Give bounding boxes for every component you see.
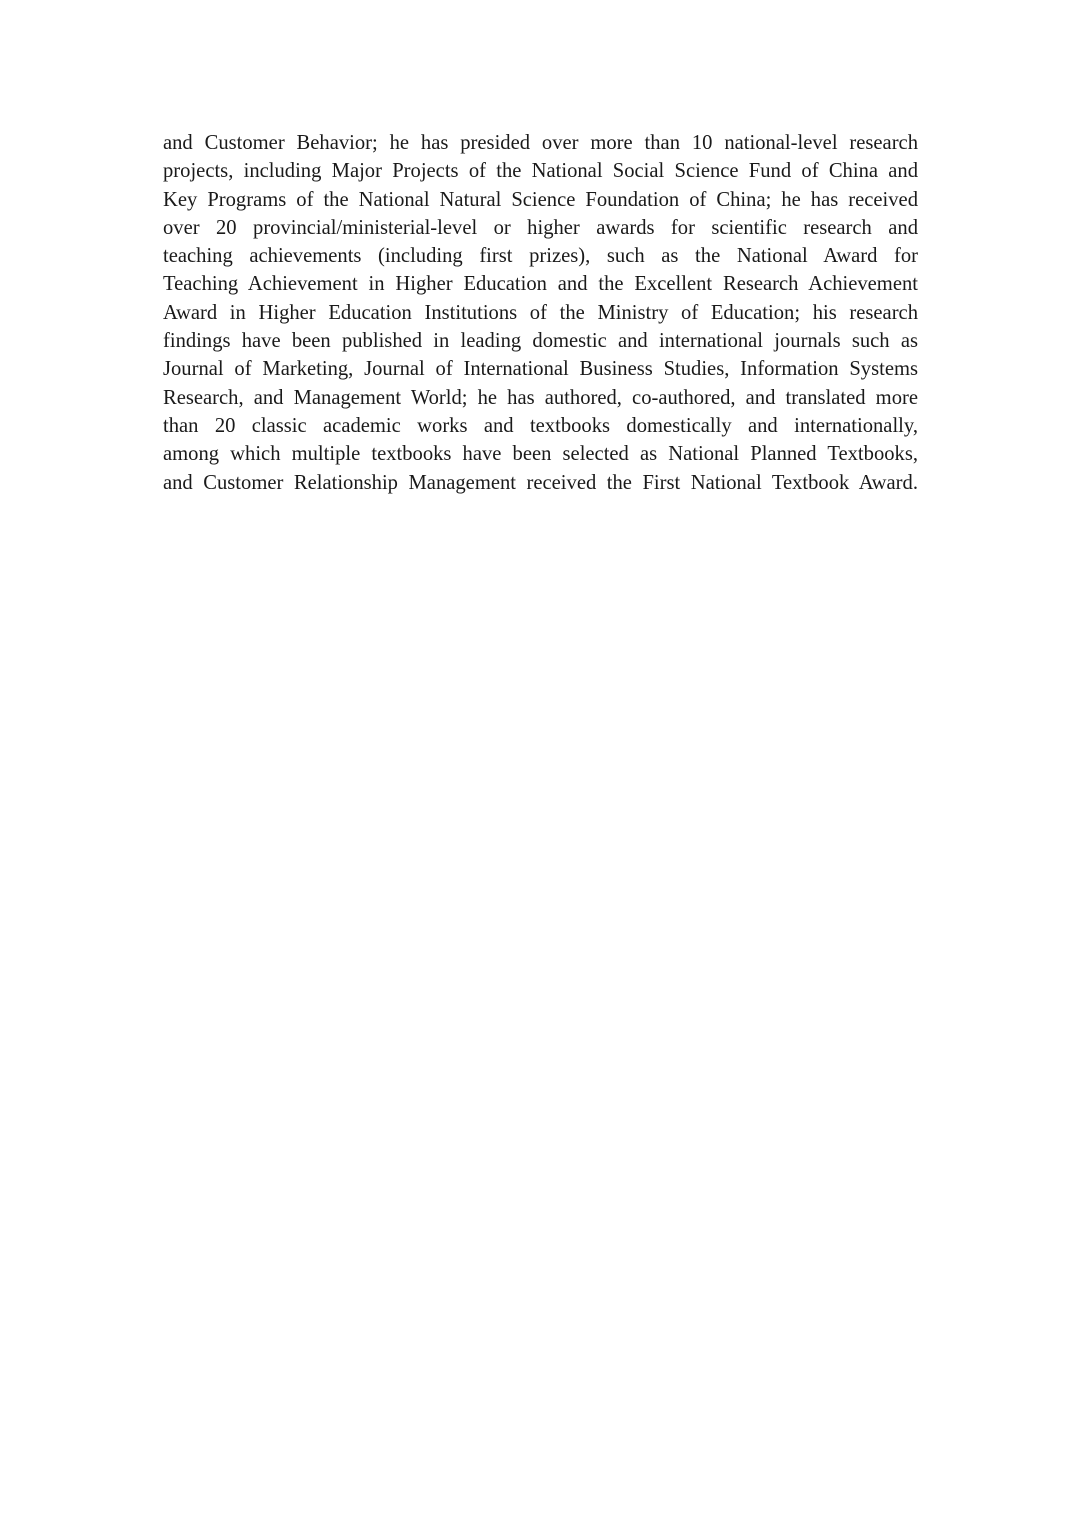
paragraph-line: Key Programs of the National Natural Science Foundation of China; he has received (163, 188, 918, 211)
paragraph-line: projects, including Major Projects of the National Social Science Fund of China and (163, 160, 918, 183)
paragraph-line: Journal of Marketing, Journal of International Business Studies, Information Systems (163, 358, 918, 381)
paragraph-line: and Customer Relationship Management received the First National Textbook Award. (163, 471, 918, 494)
paragraph-line: teaching achievements (including first prizes), such as the National Award for (163, 245, 918, 268)
paragraph-line: Award in Higher Education Institutions of the Ministry of Education; his research (163, 301, 918, 324)
paragraph-line: over 20 provincial/ministerial-level or higher awards for scientific research and (163, 216, 918, 239)
paragraph-line: Teaching Achievement in Higher Education and the Excellent Research Achievement (163, 273, 918, 296)
paragraph-line: and Customer Behavior; he has presided over more than 10 national-level research (163, 132, 918, 154)
paragraph-line: among which multiple textbooks have been selected as National Planned Textbooks, (163, 443, 918, 466)
body-paragraph (163, 129, 918, 497)
paragraph-line: Research, and Management World; he has authored, co-authored, and translated more (163, 386, 918, 409)
paragraph-line: findings have been published in leading domestic and international journals such as (163, 330, 918, 353)
paragraph-line: than 20 classic academic works and textbooks domestically and internationally, (163, 414, 918, 437)
